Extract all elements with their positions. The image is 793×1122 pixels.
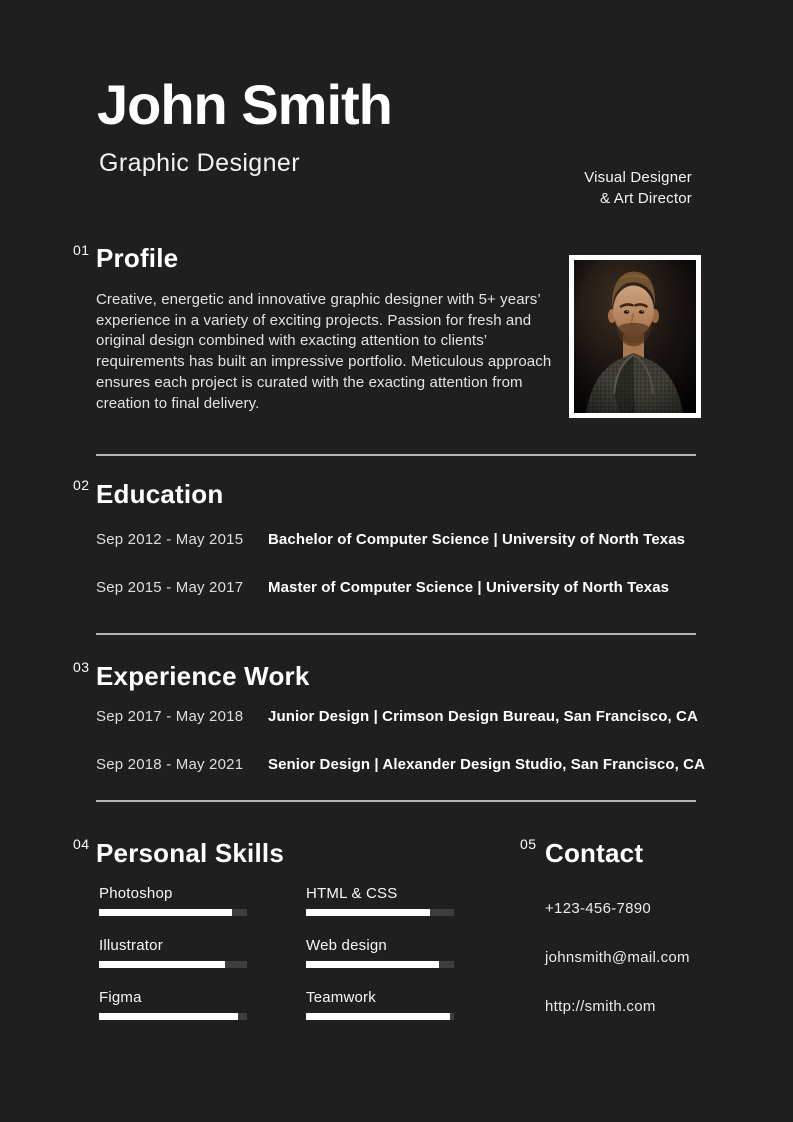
education-dates: Sep 2012 - May 2015: [96, 531, 244, 548]
person-name: John Smith: [97, 73, 392, 136]
skill-level-fill: [99, 909, 232, 916]
section-title-skills: Personal Skills: [96, 838, 284, 868]
section-divider: [96, 454, 696, 456]
skill-level-fill: [306, 1013, 450, 1020]
section-divider: [96, 800, 696, 802]
section-number-experience: 03: [73, 659, 90, 675]
skill-item: [99, 989, 247, 1020]
section-title-education: Education: [96, 479, 224, 509]
skill-level-bar: [306, 1013, 454, 1020]
skill-level-bar: [99, 1013, 247, 1020]
skill-level-bar: [99, 909, 247, 916]
contact-email: johnsmith@mail.com: [545, 949, 690, 966]
skill-item: [306, 937, 454, 968]
experience-dates: Sep 2018 - May 2021: [96, 756, 244, 773]
skill-label: HTML & CSS: [306, 885, 398, 902]
section-divider: [96, 633, 696, 635]
education-dates: Sep 2015 - May 2017: [96, 579, 244, 596]
skill-label: Photoshop: [99, 885, 173, 902]
skill-level-fill: [99, 1013, 238, 1020]
education-detail: Master of Computer Science | University of North Texas: [268, 579, 670, 596]
section-number-education: 02: [73, 477, 90, 493]
section-number-profile: 01: [73, 242, 90, 258]
skills-grid: [99, 885, 454, 1020]
skill-item: [99, 885, 247, 916]
portrait-illustration: [574, 260, 696, 413]
skill-label: Teamwork: [306, 989, 376, 1006]
section-title-experience: Experience Work: [96, 661, 310, 691]
section-number-skills: 04: [73, 836, 90, 852]
skill-level-fill: [306, 909, 430, 916]
skill-level-fill: [99, 961, 225, 968]
skill-item: [306, 885, 454, 916]
person-role: Graphic Designer: [99, 149, 300, 177]
contact-list: [545, 900, 690, 1047]
skill-level-bar: [99, 961, 247, 968]
skill-level-bar: [306, 909, 454, 916]
skill-item: [306, 989, 454, 1020]
section-title-profile: Profile: [96, 243, 179, 273]
profile-photo: [569, 255, 701, 418]
skill-level-bar: [306, 961, 454, 968]
section-number-contact: 05: [520, 836, 537, 852]
section-title-contact: Contact: [545, 838, 644, 868]
tagline-line-1: Visual Designer: [584, 169, 692, 186]
skill-label: Web design: [306, 937, 387, 954]
profile-summary: Creative, energetic and innovative graphic designer with 5+ years’ experience in a variety of exciting projects. Passion for fresh and original design combined with exacting attention to clients’ requirements has built an impressive portfolio. Meticulous approach ensures each project is curated with the exacting attention from creation to final delivery.: [96, 291, 552, 412]
tagline-line-2: & Art Director: [600, 190, 692, 207]
skill-label: Figma: [99, 989, 142, 1006]
contact-phone: +123-456-7890: [545, 900, 652, 917]
skill-item: [99, 937, 247, 968]
contact-website: http://smith.com: [545, 998, 656, 1015]
skill-level-fill: [306, 961, 439, 968]
skill-label: Illustrator: [99, 937, 163, 954]
tagline: [584, 167, 692, 209]
experience-detail: Senior Design | Alexander Design Studio, San Francisco, CA: [268, 756, 706, 773]
education-detail: Bachelor of Computer Science | University of North Texas: [268, 531, 686, 548]
experience-detail: Junior Design | Crimson Design Bureau, San Francisco, CA: [268, 708, 698, 725]
experience-dates: Sep 2017 - May 2018: [96, 708, 244, 725]
